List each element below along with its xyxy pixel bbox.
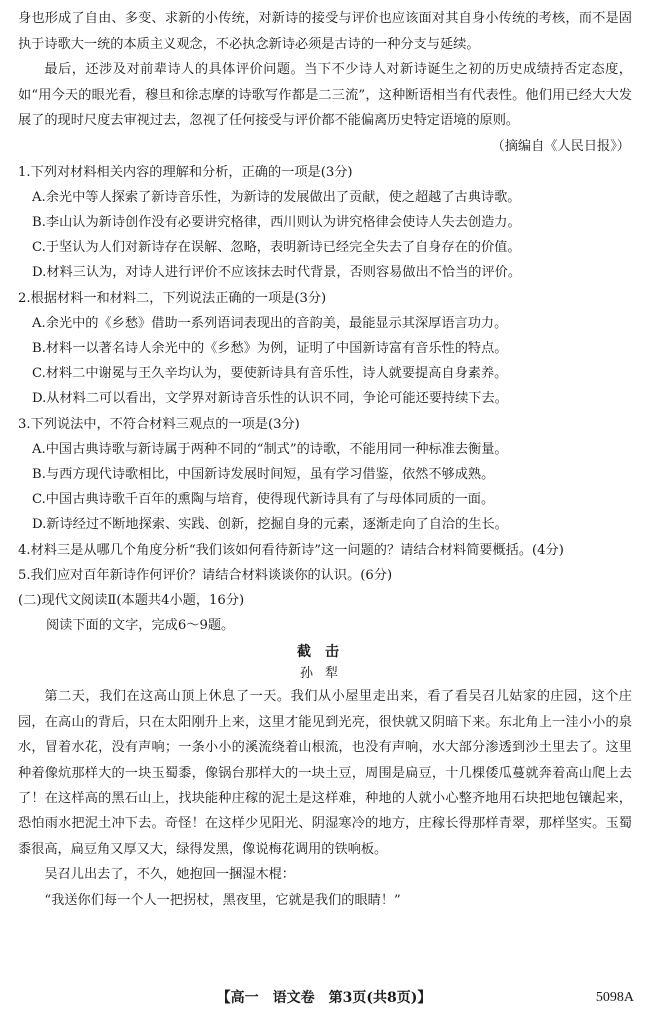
question-stem: 3.下列说法中，不符合材料三观点的一项是(3分) — [18, 416, 300, 432]
section-heading: (二)现代文阅读Ⅱ(本题共4小题，16分) — [18, 593, 245, 609]
footer-page-label: 【高一 语文卷 第3页(共8页)】 — [216, 990, 432, 1006]
passage-paragraph: 身也形成了自由、多变、求新的小传统，对新诗的接受与评价也应该面对其自身小传统的考核，而不是固执于诗歌大一统的本质主义观念，不必执念新诗必须是古诗的一种分支与延续。 — [18, 11, 632, 52]
footer-exam-code: 5098A — [595, 990, 634, 1005]
story-title: 截击 — [297, 644, 353, 661]
question-option: B.材料一以著名诗人余光中的《乡愁》为例，证明了中国新诗富有音乐性的特点。 — [32, 340, 508, 356]
question-4-stem: 4.材料三是从哪几个角度分析“我们该如何看待新诗”这一问题的？请结合材料简要概括。(4分) — [18, 542, 564, 558]
question-option: D.新诗经过不断地探索、实践、创新，挖掘自身的元素，逐渐走向了自洽的生长。 — [32, 517, 508, 533]
question-stem: 2.根据材料一和材料二，下列说法正确的一项是(3分) — [18, 290, 327, 306]
page-footer — [0, 986, 648, 1010]
question-option: D.从材料二可以看出，文学界对新诗音乐性的认识不同，争论可能还要持续下去。 — [32, 391, 508, 407]
question-3 — [18, 412, 632, 538]
passage-source: （摘编自《人民日报》） — [491, 138, 630, 154]
question-5-stem: 5.我们应对百年新诗作何评价？请结合材料谈谈你的认识。(6分) — [18, 567, 393, 583]
question-option: A.余光中等人探索了新诗音乐性，为新诗的发展做出了贡献，使之超越了古典诗歌。 — [32, 189, 521, 205]
story-author: 孙犁 — [299, 666, 350, 682]
question-1 — [18, 160, 632, 286]
story-paragraph: 第二天，我们在这高山顶上休息了一天。我们从小屋里走出来，看了看吴召儿姑家的庄园，这个庄园，在高山的背后，只在太阳刚升上来，这里才能见到光亮，很快就又阴暗下来。东北角上一洼小小的泉水，冒着水花，没有声响；一条小小的溪流绕着山根流，也没有声响，水大部分渗透到沙土里去了。这里种着像炕那样大的一块玉蜀黍，像锅台那样大的一块土豆，周围是扁豆，十几棵倭瓜蔓就奔着高山爬上去了！在这样高的黑石山上，找块能种庄稼的泥土是这样难，种地的人就小心整齐地用石块把地包镶起来，恐怕雨水把泥土冲下去。奇怪！在这样少见阳光、阴湿寒冷的地方，庄稼长得那样青翠，那样坚实。玉蜀黍很高，扁豆角又厚又大，绿得发黑，像说梅花调用的铁响板。 — [18, 689, 632, 857]
question-option: B.李山认为新诗创作没有必要讲究格律，西川则认为讲究格律会使诗人失去创造力。 — [32, 214, 521, 230]
question-option: C.材料二中谢冕与王久辛均认为，要使新诗具有音乐性，诗人就要提高自身素养。 — [32, 366, 508, 382]
story-paragraph: “我送你们每一个人一把拐杖，黑夜里，它就是我们的眼睛！” — [44, 892, 401, 908]
passage-paragraph: 最后，还涉及对前辈诗人的具体评价问题。当下不少诗人对新诗诞生之初的历史成绩持否定态度，如“用今天的眼光看，穆旦和徐志摩的诗歌写作都是二三流”，这种断语相当有代表性。他们用已经大大发展了的现时尺度去审视过去，忽视了任何接受与评价都不能偏离历史特定语境的原则。 — [18, 62, 632, 129]
question-stem: 1.下列对材料相关内容的理解和分析，正确的一项是(3分) — [18, 164, 353, 180]
story-paragraph: 吴召儿出去了，不久，她抱回一捆湿木棍： — [44, 867, 295, 883]
question-option: D.材料三认为，对诗人进行评价不应该抹去时代背景，否则容易做出不恰当的评价。 — [32, 265, 522, 281]
question-option: B.与西方现代诗歌相比，中国新诗发展时间短，虽有学习借鉴，依然不够成熟。 — [32, 467, 495, 482]
question-option: C.于坚认为人们对新诗存在误解、忽略，表明新诗已经完全失去了自身存在的价值。 — [32, 240, 521, 256]
exam-page — [18, 6, 632, 913]
section-instruction: 阅读下面的文字，完成6～9题。 — [46, 618, 235, 634]
question-option: A.余光中的《乡愁》借助一系列语词表现出的音韵美，最能显示其深厚语言功力。 — [32, 315, 508, 331]
question-option: C.中国古典诗歌千百年的熏陶与培育，使得现代新诗具有了与母体同质的一面。 — [32, 492, 495, 508]
question-option: A.中国古典诗歌与新诗属于两种不同的“制式”的诗歌，不能用同一种标准去衡量。 — [32, 441, 508, 457]
question-2 — [18, 286, 632, 412]
